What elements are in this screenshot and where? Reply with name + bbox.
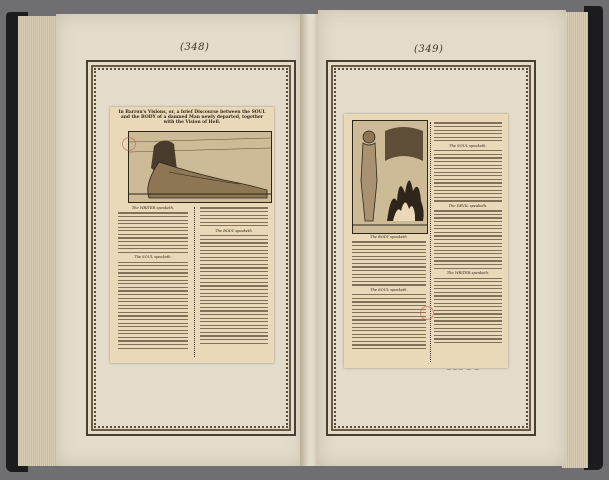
library-stamp [420,306,434,320]
woodcut-illustration [128,131,272,203]
woodcut-soul-flames [352,120,428,234]
right-page-number: (349) [414,44,444,55]
woodcut-figure-drawing [129,132,271,202]
column-heading: The WRITER speaketh. [131,206,175,210]
pencil-annotation: ~~~ ~ ~ [446,366,480,374]
left-column-2 [200,205,268,346]
column-heading: The SOUL speaketh. [449,143,487,148]
right-broadside [344,114,508,368]
broadside-title: In Barron's Visions, or, a brief Discourse between the SOUL and the BODY of a damned Man newly departed, together with the Vision of Hell. [118,110,266,126]
library-stamp [122,137,136,151]
column-divider [430,122,431,362]
woodcut-soul-flames-drawing [353,121,427,233]
left-column-1 [118,205,188,351]
column-heading: The SOUL speaketh. [134,255,172,260]
column-divider [194,207,195,357]
column-heading: The BODY speaketh. [370,235,408,239]
right-page [318,10,566,466]
right-column-2 [434,120,502,346]
left-page-number: (348) [180,42,210,53]
left-page [56,14,304,466]
column-heading: The BODY speaketh. [215,228,253,233]
column-heading: The DEVIL speaketh. [448,203,488,208]
left-broadside [110,107,274,363]
column-heading: The SOUL speaketh. [370,287,408,292]
right-column-1 [352,234,426,352]
column-heading: The WRITER speaketh. [446,271,490,276]
